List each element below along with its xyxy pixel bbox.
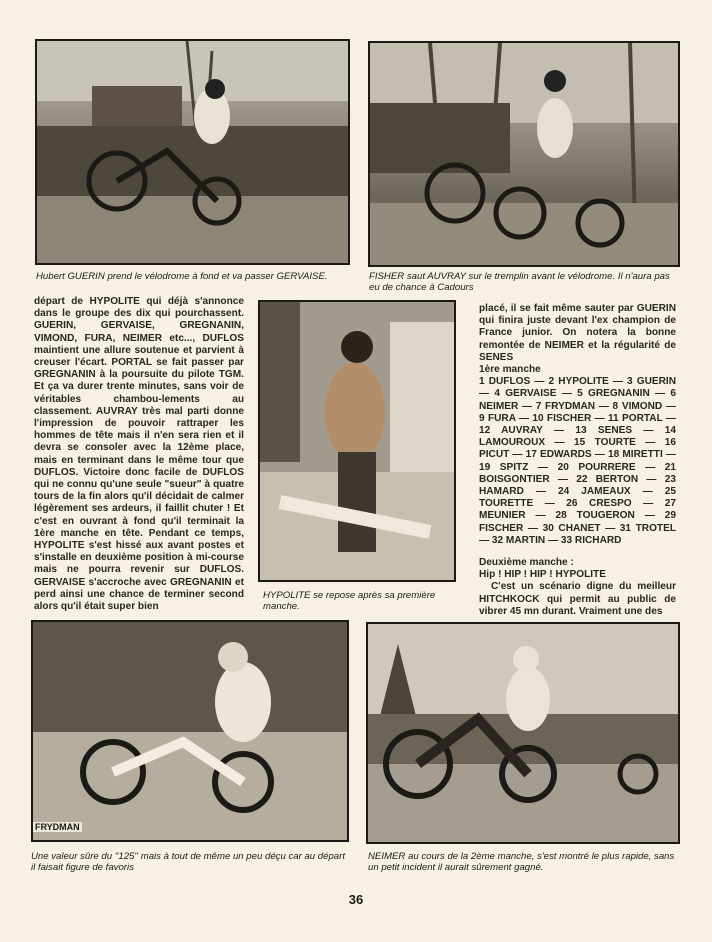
photo-top-left [35, 39, 350, 265]
second-heat-subtitle: Hip ! HIP ! HIP ! HYPOLITE [479, 569, 606, 581]
page-number: 36 [348, 892, 364, 907]
photo-middle-hypolite [258, 300, 456, 582]
photo-top-right [368, 41, 680, 267]
left-column-text: départ de HYPOLITE qui déjà s'annonce dans le groupe des dix qui pourchassent. GUERIN, GERVAISE, GREGNANIN, VIMOND, FURA, NEIMER etc..., DUFLOS maintient une allure soutenue et parvient à creuser l'écart. PORTAL se fait passer par GREGNANIN à la poursuite du pilote TGM. Et ça va durer trente minutes, sans voir de véritables chambou-lements au classement. AUVRAY très mal parti donne l'impression de pouvoir rattraper les hommes de tête mais il n'en sera rien et il devra se consoler avec la 12ème place, mais en terminant dans le même tour que DUFLOS. Victoire donc facile de DUFLOS qui ne connu qu'une seule "sueur" à quatre tours de la fin alors qu'il décidait de calmer légèrement ses ardeurs, il faillit chuter ! Et c'est en ouvrant à fond qu'il terminait la 1ère manche en tête. Pendant ce temps, HYPOLITE s'est hissé aux avant postes et s'installe en deuxième position à mi-course mais ne pourra revenir sur DUFLOS. GERVAISE s'accroche avec GREGNANIN et perd ainsi une chance de terminer second alors qu'il était super bien [34, 296, 244, 613]
article-left-column [34, 296, 244, 613]
caption-bottom-left: Une valeur sûre du ''125'' mais à tout de même un peu déçu car au départ il faisait figure de favoris [31, 851, 345, 873]
photographer-mark: FRYDMAN [35, 822, 80, 832]
caption-bottom-right: NEIMER au cours de la 2ème manche, s'est montré le plus rapide, sans un petit incident il aurait sûrement gagné. [368, 851, 675, 873]
second-heat-title: Deuxième manche : [479, 557, 574, 569]
caption-top-left: Hubert GUERIN prend le vélodrome à fond et va passer GERVAISE. [36, 271, 328, 282]
photo-bottom-left [31, 620, 349, 842]
right-column-intro: placé, il se fait même sauter par GUERIN qui finira juste devant l'ex champion de France junior. On notera la bonne remontée de NEIMER et la régularité de SENES [479, 303, 676, 363]
article-right-column [479, 303, 676, 618]
caption-middle: HYPOLITE se repose après sa première manche. [263, 590, 436, 612]
second-heat-text: C'est un scénario digne du meilleur HITCHKOCK qui permit au public de vibrer 45 mn durant. Vraiment une des [479, 581, 676, 617]
photo-bottom-right [366, 622, 680, 844]
results-first-heat-title: 1ère manche [479, 364, 541, 376]
results-first-heat: 1 DUFLOS — 2 HYPOLITE — 3 GUERIN — 4 GERVAISE — 5 GREGNANIN — 6 NEIMER — 7 FRYDMAN — 8 VIMOND — 9 FURA — 10 FISCHER — 11 PORTAL — 12 AUVRAY — 13 SENES — 14 LAMOUROUX — 15 TOURTE — 16 PICUT — 17 EDWARDS — 18 MIRETTI — 19 SPITZ — 20 POURRERE — 21 BOISGONTIER — 22 BERTON — 23 HAMARD — 24 JAMEAUX — 25 TOURETTE — 26 CRESPO — 27 MEUNIER — 28 TOUGERON — 29 FISCHER — 30 CHANET — 31 TROTEL — 32 MARTIN — 33 RICHARD [479, 376, 676, 546]
caption-top-right: FISHER saut AUVRAY sur le tremplin avant le vélodrome. Il n'aura pas eu de chance à Cadours [369, 271, 670, 293]
